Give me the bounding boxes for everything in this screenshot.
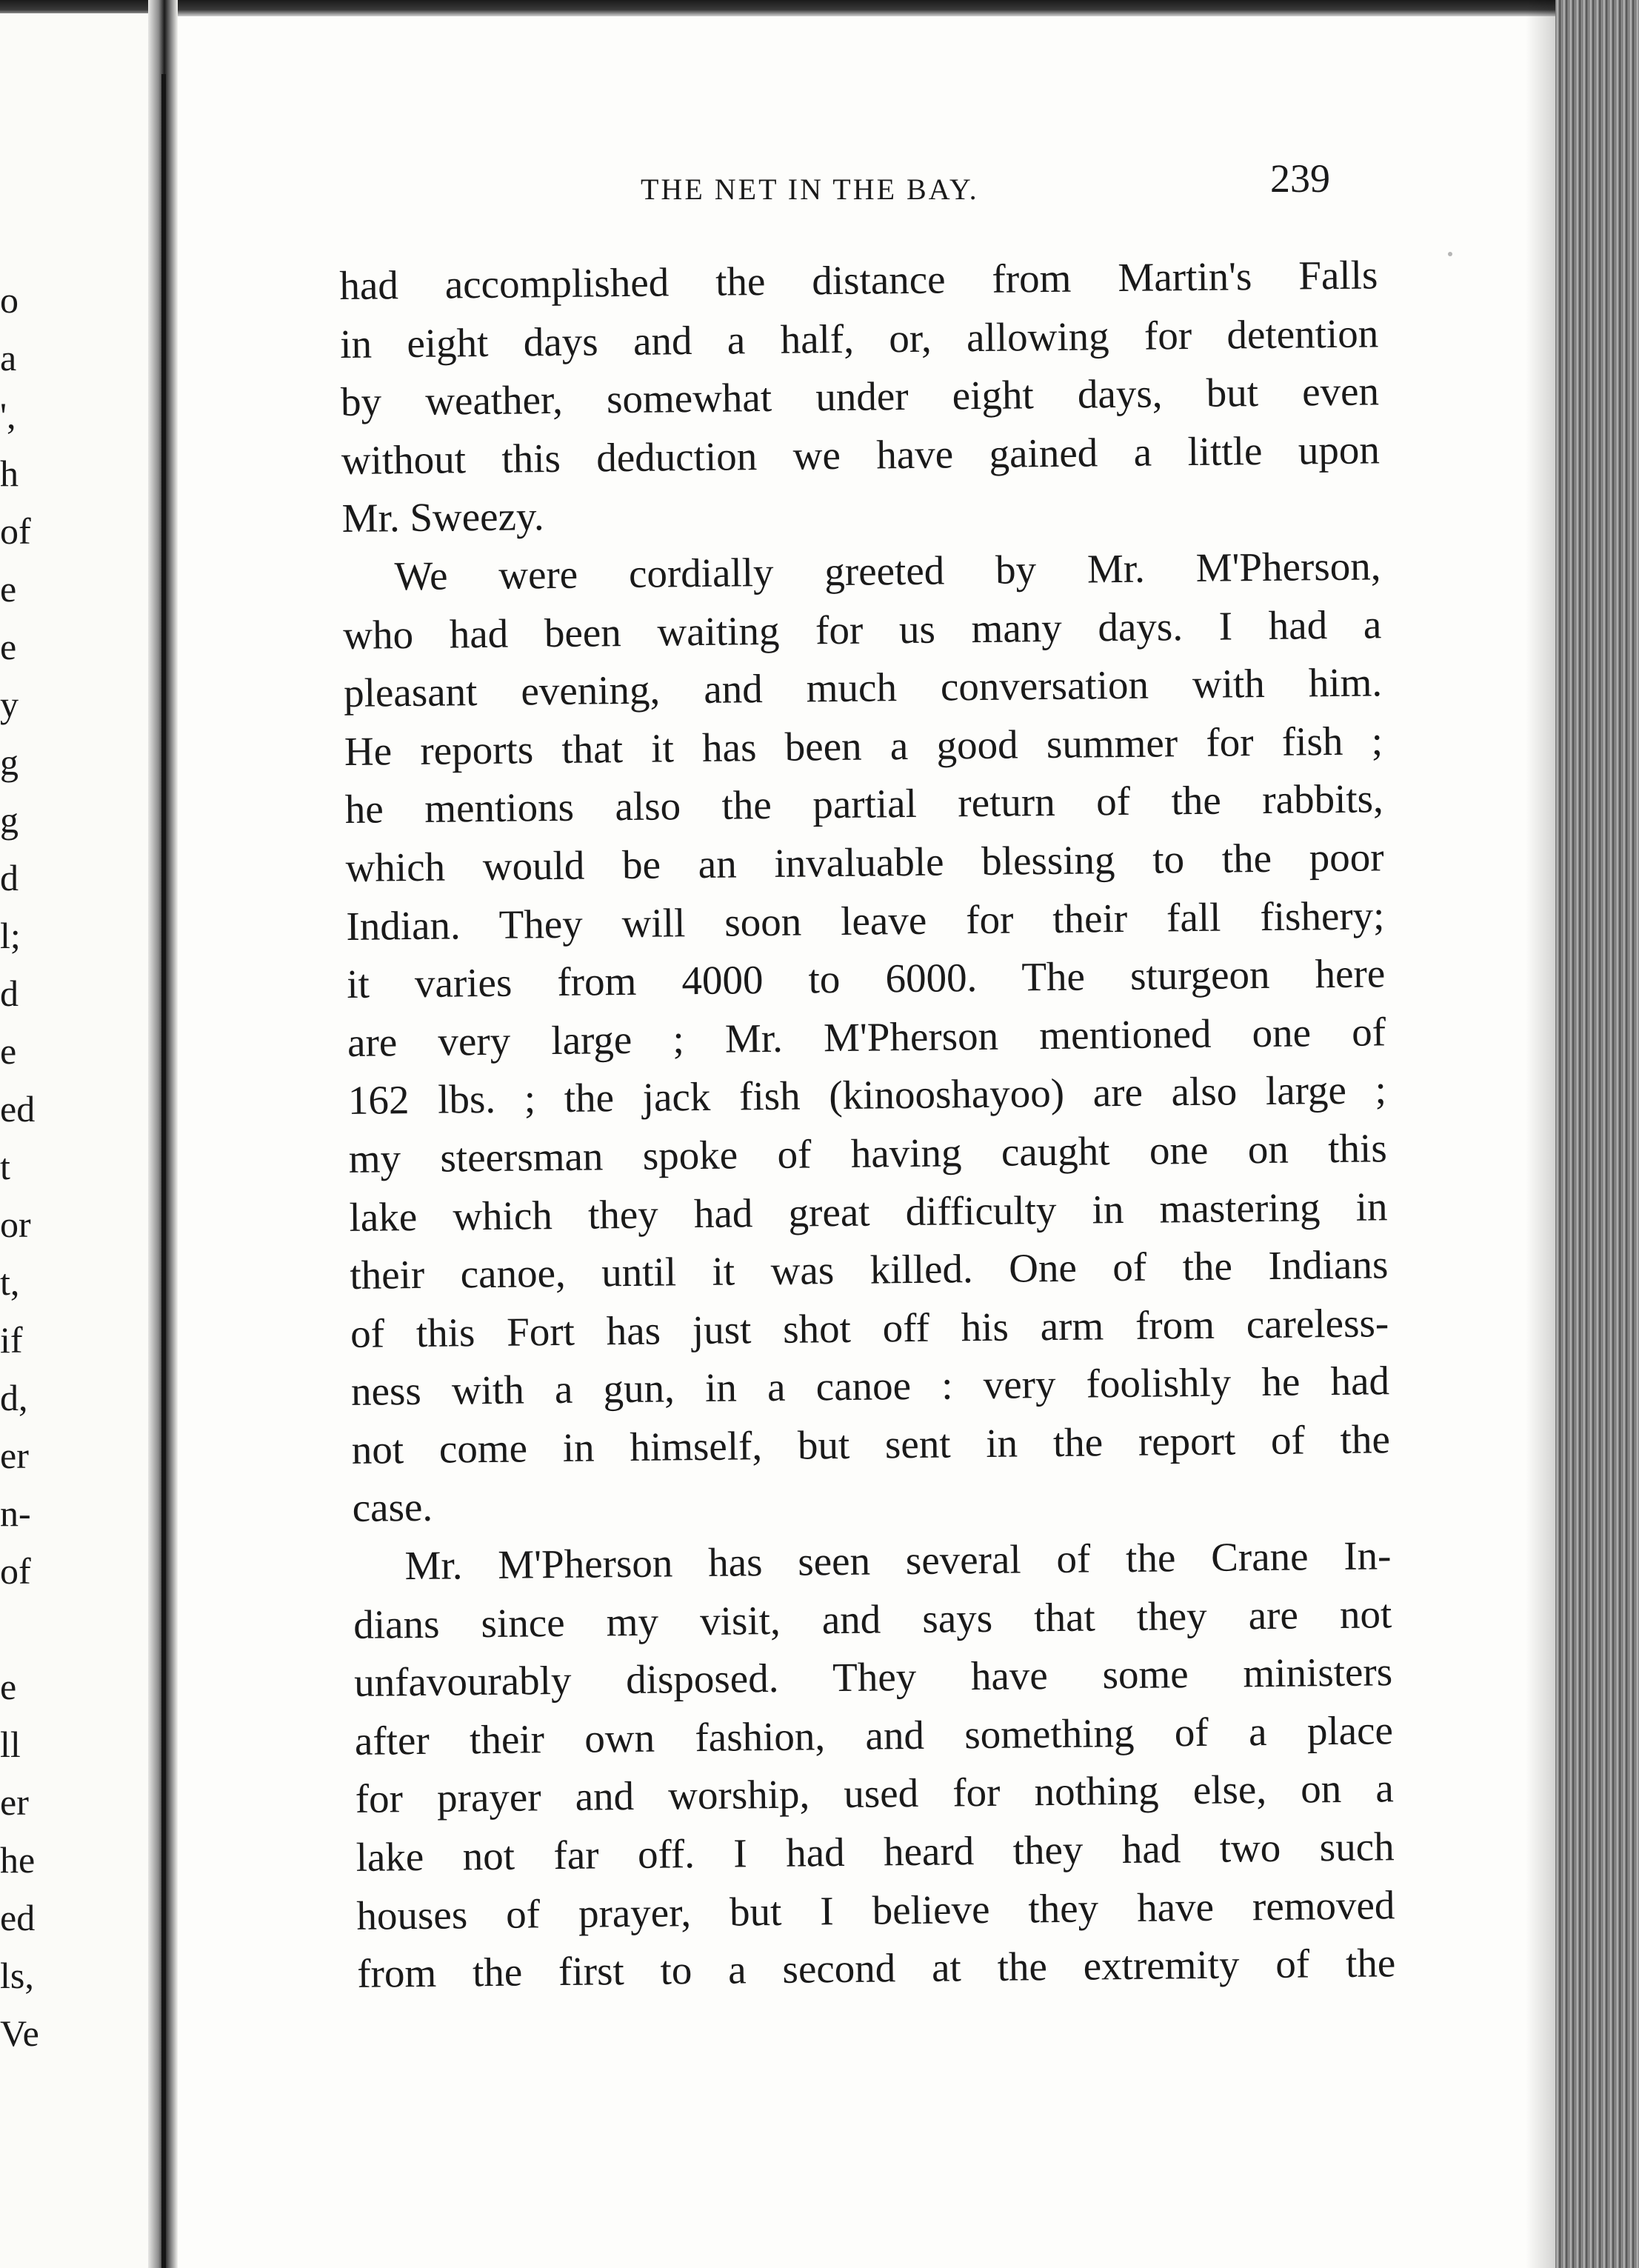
- left-fragment-line: d: [0, 973, 19, 1014]
- left-fragment-line: e: [0, 1666, 17, 1707]
- left-page-text-fragments: [0, 271, 59, 2062]
- text-line: for prayer and worship, used for nothing else, on a: [355, 1765, 1395, 1822]
- text-line: unfavourably disposed. They have some ministers: [353, 1649, 1393, 1706]
- text-line: Mr. Sweezy.: [341, 493, 544, 541]
- left-fragment-line: er: [0, 1781, 29, 1823]
- text-line: dians since my visit, and says that they are not: [353, 1590, 1392, 1647]
- left-fragment-line: [0, 1600, 59, 1658]
- left-fragment-line: Ve: [0, 2012, 39, 2054]
- left-fragment-line: ed: [0, 1897, 36, 1938]
- text-line: without this deduction we have gained a little upon: [341, 427, 1381, 483]
- left-fragment-line: or: [0, 1204, 31, 1245]
- left-fragment-line: t: [0, 1146, 10, 1187]
- text-line: who had been waiting for us many days. I had a: [343, 601, 1382, 658]
- left-fragment-line: t,: [0, 1261, 20, 1303]
- left-fragment-line: of: [0, 510, 31, 552]
- page-top-edge-shadow: [0, 0, 1639, 16]
- left-fragment-line: ll: [0, 1724, 21, 1765]
- text-line: had accomplished the distance from Martin's Falls: [339, 252, 1378, 308]
- left-fragment-line: e: [0, 1030, 17, 1072]
- left-fragment-line: g: [0, 799, 19, 841]
- left-fragment-line: h: [0, 453, 19, 494]
- left-fragment-line: d: [0, 857, 19, 898]
- left-fragment-line: a: [0, 337, 17, 378]
- left-fragment-line: n-: [0, 1492, 31, 1534]
- book-page: [185, 16, 1526, 2268]
- text-line: He reports that it has been a good summer for fish ;: [344, 718, 1383, 774]
- left-fragment-line: of: [0, 1550, 31, 1592]
- left-fragment-line: e: [0, 626, 17, 667]
- text-line: their canoe, until it was killed. One of the Indians: [350, 1241, 1389, 1298]
- text-line: Mr. M'Pherson has seen several of the Crane In-: [404, 1532, 1392, 1589]
- left-fragment-line: ed: [0, 1088, 36, 1130]
- text-line: We were cordially greeted by Mr. M'Pherson,: [394, 543, 1381, 599]
- body-text: [339, 246, 1396, 2003]
- text-line: he mentions also the partial return of the rabbits,: [344, 776, 1384, 833]
- text-line: are very large ; Mr. M'Pherson mentioned one of: [347, 1008, 1386, 1065]
- left-fragment-line: ',: [0, 395, 16, 436]
- text-line: houses of prayer, but I believe they have removed: [356, 1881, 1395, 1938]
- left-fragment-line: ls,: [0, 1955, 34, 1996]
- text-line: after their own fashion, and something of a place: [354, 1707, 1394, 1764]
- left-fragment-line: d,: [0, 1377, 28, 1418]
- left-fragment-line: er: [0, 1435, 29, 1476]
- text-line: ness with a gun, in a canoe : very foolishly he had: [350, 1358, 1390, 1415]
- text-line: not come in himself, but sent in the report of the: [351, 1416, 1391, 1472]
- page-number: 239: [1270, 156, 1330, 201]
- text-line: it varies from 4000 to 6000. The sturgeon here: [346, 950, 1386, 1007]
- text-line: in eight days and a half, or, allowing for detention: [339, 310, 1379, 367]
- page-fore-edge: [1555, 0, 1639, 2268]
- left-fragment-line: if: [0, 1319, 23, 1361]
- left-fragment-line: g: [0, 741, 19, 783]
- text-line: case.: [352, 1484, 433, 1531]
- left-facing-page: [0, 13, 166, 2268]
- left-fragment-line: y: [0, 684, 19, 725]
- fore-edge-shadow: [1526, 0, 1558, 2268]
- running-head: THE NET IN THE BAY.: [641, 173, 979, 206]
- text-line: pleasant evening, and much conversation with him.: [343, 659, 1383, 716]
- text-line: lake which they had great difficulty in mastering in: [349, 1183, 1388, 1240]
- text-line: which would be an invaluable blessing to the poor: [345, 834, 1384, 890]
- left-fragment-line: e: [0, 568, 17, 610]
- text-line: from the first to a second at the extremity of the: [356, 1940, 1396, 1997]
- text-line: my steersman spoke of having caught one on this: [348, 1125, 1387, 1181]
- text-line: of this Fort has just shot off his arm from careless-: [350, 1299, 1389, 1356]
- text-line: Indian. They will soon leave for their fall fishery;: [346, 892, 1385, 949]
- text-line: 162 lbs. ; the jack fish (kinooshayoo) are also large ;: [347, 1067, 1387, 1124]
- gutter-binding-line: [161, 74, 166, 2268]
- left-fragment-line: he: [0, 1839, 36, 1881]
- text-line: by weather, somewhat under eight days, but even: [340, 368, 1380, 425]
- left-fragment-line: o: [0, 279, 19, 321]
- text-line: lake not far off. I had heard they had two such: [355, 1824, 1395, 1880]
- left-fragment-line: l;: [0, 915, 21, 956]
